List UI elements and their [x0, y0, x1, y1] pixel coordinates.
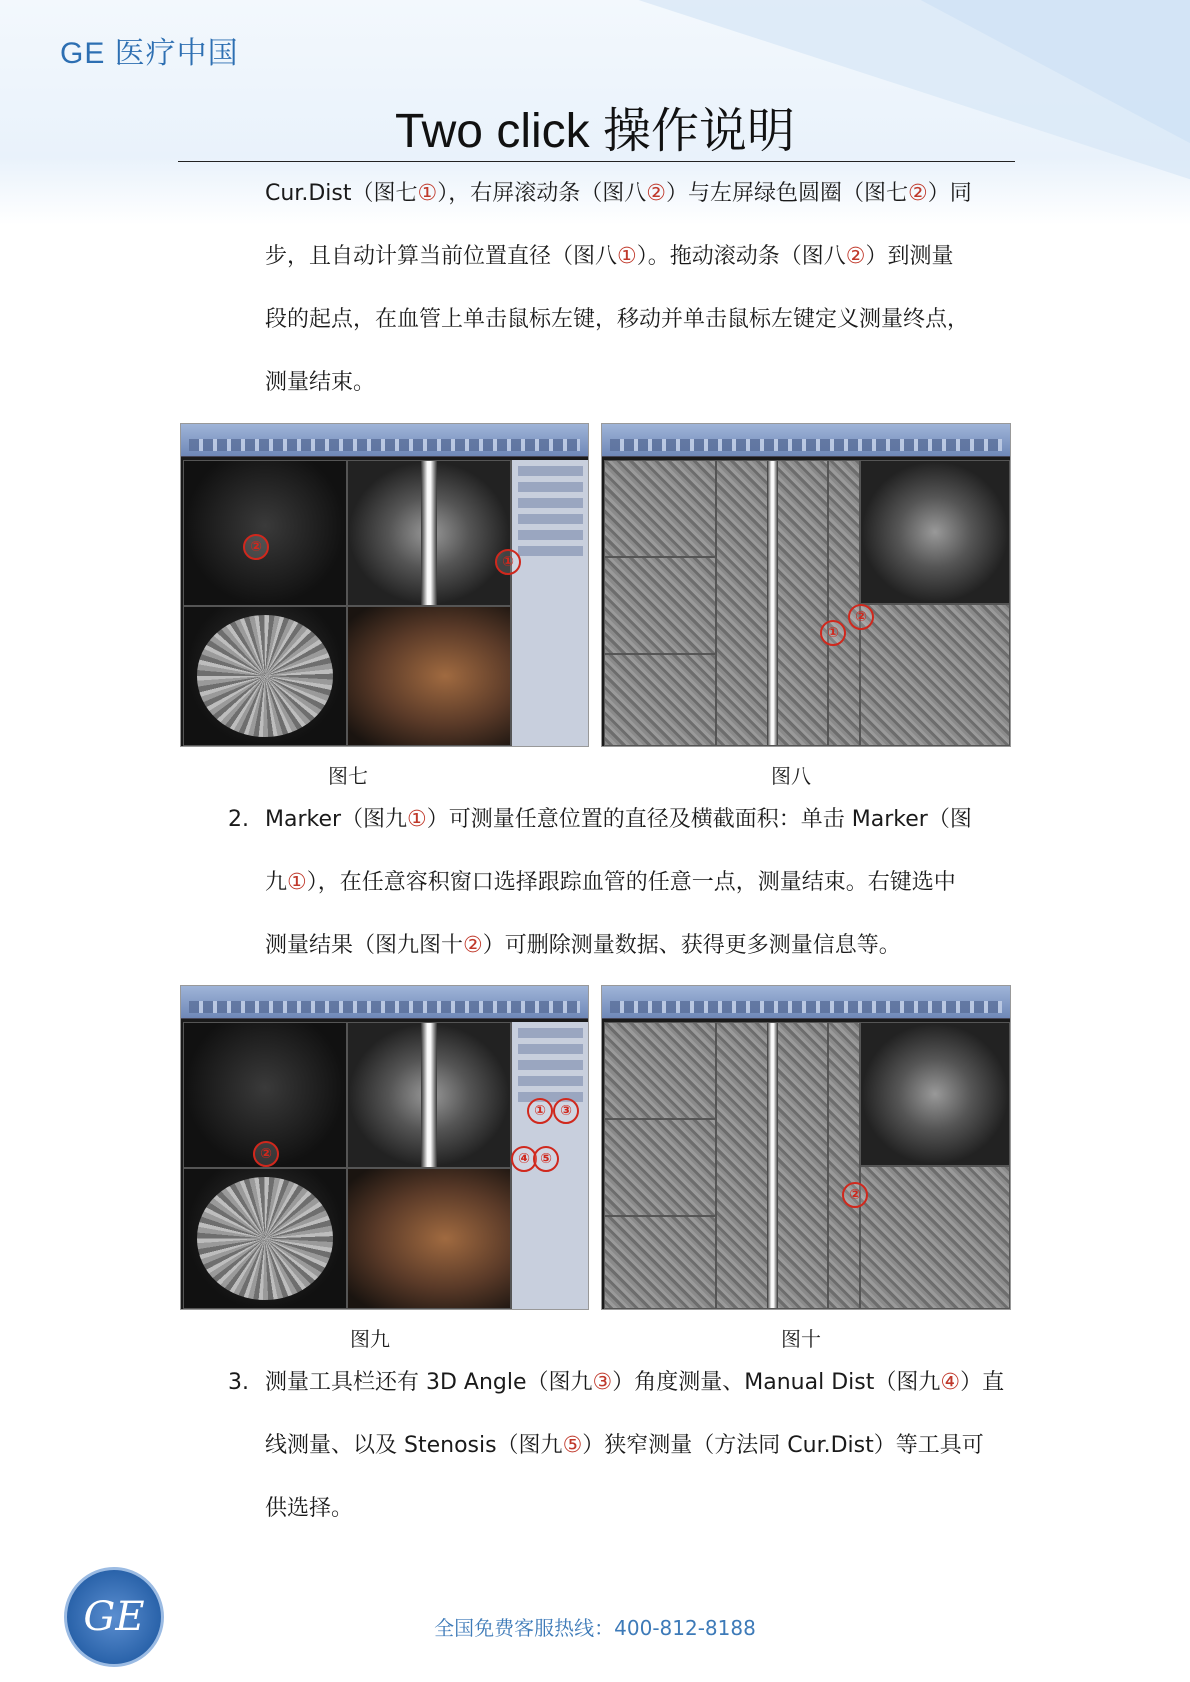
paragraph-curdist — [265, 162, 1010, 414]
ge-logo: GE — [64, 1567, 164, 1667]
item3-line-2: 线测量、以及 Stenosis（图九⑤）狭窄测量（方法同 Cur.Dist）等工具可 — [265, 1433, 984, 1458]
paragraph-tools — [265, 1351, 1010, 1540]
item3-line-1: 测量工具栏还有 3D Angle（图九③）角度测量、Manual Dist（图九④）直 — [265, 1370, 1005, 1395]
fig8-cross-section-1 — [604, 460, 716, 557]
fig7-mip-view — [347, 460, 511, 606]
fig10-cross-section-2 — [604, 1119, 716, 1216]
fig7-marker-1: ① — [495, 549, 521, 575]
figure-7-screenshot — [180, 423, 589, 747]
page-title: Two click 操作说明 — [394, 105, 796, 158]
fig9-marker-2: ② — [253, 1141, 279, 1167]
fig9-mip-view — [347, 1022, 511, 1168]
fig8-marker-2: ② — [848, 604, 874, 630]
para1-line-2: 步，且自动计算当前位置直径（图八①）。拖动滚动条（图八②）到测量 — [265, 244, 954, 269]
fig8-cross-section-2 — [604, 557, 716, 654]
fig7-axial-view — [183, 606, 347, 746]
para1-line-1: Cur.Dist（图七①），右屏滚动条（图八②）与左屏绿色圆圈（图七②）同 — [265, 181, 972, 206]
fig7-vr-view — [347, 606, 511, 746]
fig9-marker-4: ④ — [511, 1146, 537, 1172]
item2-line-3: 测量结果（图九图十②）可删除测量数据、获得更多测量信息等。 — [265, 933, 901, 958]
item3-line-3: 供选择。 — [265, 1496, 354, 1521]
fig8-lumen-view — [716, 460, 828, 746]
fig7-marker-2: ② — [243, 534, 269, 560]
figure-10-screenshot — [601, 985, 1011, 1310]
fig9-marker-1: ① — [527, 1098, 553, 1124]
fig10-lumen-view — [716, 1022, 828, 1309]
item2-line-2: 九①），在任意容积窗口选择跟踪血管的任意一点，测量结束。右键选中 — [265, 870, 956, 895]
para1-line-4: 测量结束。 — [265, 370, 376, 395]
fig7-volume-rendering — [183, 460, 347, 606]
fig10-cross-section-3 — [604, 1216, 716, 1309]
brand-logo-text: GE 医疗中国 — [60, 37, 239, 70]
fig9-marker-3: ③ — [553, 1098, 579, 1124]
hotline-text: 全国免费客服热线：400-812-8188 — [434, 1616, 756, 1640]
item-2-number: 2. — [228, 807, 249, 832]
figure-7-caption: 图七 — [328, 764, 368, 788]
fig10-cross-section-1 — [604, 1022, 716, 1119]
fig8-cross-section-3 — [604, 654, 716, 746]
fig10-cpr-view — [860, 1166, 1010, 1309]
fig10-scroll-track[interactable] — [828, 1022, 860, 1309]
item2-line-1: Marker（图九①）可测量任意位置的直径及横截面积：单击 Marker（图 — [265, 807, 972, 832]
figure-8-caption: 图八 — [771, 764, 811, 788]
para1-line-3: 段的起点，在血管上单击鼠标左键，移动并单击鼠标左键定义测量终点， — [265, 307, 970, 332]
fig8-mip-view — [860, 460, 1010, 604]
figure-8-screenshot — [601, 423, 1011, 747]
fig9-vr-view — [347, 1168, 511, 1309]
figure-9-caption: 图九 — [350, 1327, 390, 1351]
fig8-scroll-track[interactable] — [828, 460, 860, 746]
fig9-marker-5: ⑤ — [533, 1146, 559, 1172]
fig7-analysis-panel — [511, 460, 589, 746]
fig10-mip-view — [860, 1022, 1010, 1166]
fig10-marker-2: ② — [842, 1182, 868, 1208]
figure-10-caption: 图十 — [781, 1327, 821, 1351]
fig8-cpr-view — [860, 604, 1010, 746]
figure-9-screenshot — [180, 985, 589, 1310]
fig8-marker-1: ① — [820, 620, 846, 646]
fig9-axial-view — [183, 1168, 347, 1309]
paragraph-marker — [265, 788, 1010, 977]
item-3-number: 3. — [228, 1370, 249, 1395]
